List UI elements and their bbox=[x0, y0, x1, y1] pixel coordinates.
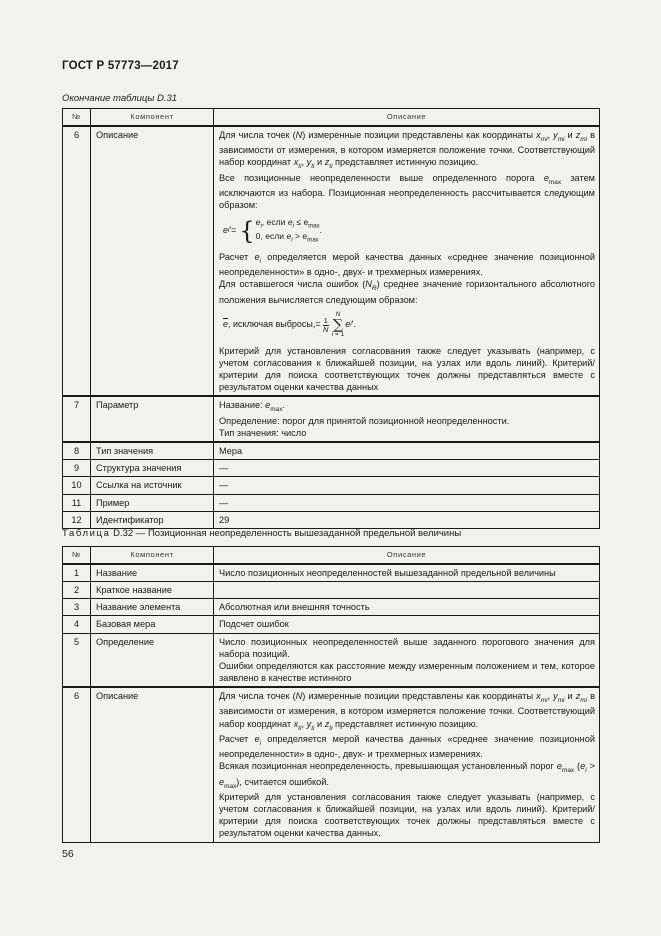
row-num: 5 bbox=[63, 633, 91, 687]
row-component: Структура значения bbox=[91, 460, 214, 477]
table-row bbox=[63, 564, 600, 582]
paragraph: Определение: порог для принятой позиционной неопределенности. bbox=[219, 415, 510, 426]
header-description: Описание bbox=[214, 547, 600, 565]
paragraph: Ошибки определяются как расстояние между измеренным положением и тем, которое заявлено в качестве истинного bbox=[219, 660, 595, 683]
page-number: 56 bbox=[62, 848, 74, 860]
row-component: Ссылка на источник bbox=[91, 477, 214, 494]
table1-caption: Окончание таблицы D.31 bbox=[62, 93, 178, 104]
row-num: 6 bbox=[63, 126, 91, 396]
row-component: Краткое название bbox=[91, 582, 214, 599]
table-row bbox=[63, 599, 600, 616]
table-row bbox=[63, 442, 600, 460]
header-component: Компонент bbox=[91, 109, 214, 127]
paragraph: Расчет $e_i$ определяется мерой качества данных «среднее значение позиционной неопределенности» в одно-, двух- и трехмерных измерениях. bbox=[219, 252, 595, 278]
row-component: Идентификатор bbox=[91, 511, 214, 528]
table-header-row bbox=[63, 547, 600, 565]
paragraph: Для числа точек (N) измеренные позиции представлены как координаты $x_{mi}$, $y_{mi}$ и $z_{mi}$ в зависимости от измерения, в котором измеряется положение точки. Соответствующий набор координат $x_{ti}$, $y_{ti}$ и $z_{ti}$ представляет истинную позицию. bbox=[219, 130, 595, 171]
table-d31-end bbox=[62, 108, 600, 529]
paragraph: Число позиционных неопределенностей выше заданного порогового значения для набора позиций. bbox=[219, 636, 595, 659]
paragraph: Все позиционные неопределенности выше определенного порога $e_{max}$ затем исключаются из набора. Позиционная неопределенность рассчитывается следующим образом: bbox=[219, 172, 595, 211]
row-component: Базовая мера bbox=[91, 616, 214, 633]
table-d32 bbox=[62, 546, 600, 843]
paragraph: Всякая позиционная неопределенность, превышающая установленный порог $e_{max}$ $(e_i > e_{max})$, считается ошибкой. bbox=[219, 761, 595, 790]
paragraph: Расчет $e_i$ определяется мерой качества данных «среднее значение позиционной неопределенности» в одно-, двух- и трехмерных измерениях. bbox=[219, 733, 595, 760]
document-code: ГОСТ Р 57773—2017 bbox=[62, 60, 179, 72]
paragraph: Для оставшегося числа ошибок $(N_R)$ среднее значение горизонтального абсолютного положения вычисляется следующим образом: bbox=[219, 279, 596, 305]
row-num: 3 bbox=[63, 599, 91, 616]
row-description: — bbox=[214, 494, 600, 511]
row-description bbox=[214, 633, 600, 687]
table-row bbox=[63, 494, 600, 511]
row-num: 10 bbox=[63, 477, 91, 494]
row-component: Тип значения bbox=[91, 442, 214, 460]
paragraph: Для числа точек (N) измеренные позиции представлены как координаты $x_{mi}$, $y_{mi}$ и $z_{mi}$ в зависимости от измерения, в котором измеряется положение точки. Соответствующий набор координат $x_{ti}$, $y_{ti}$ и $z_{ti}$ представляет истинную позицию. bbox=[219, 691, 595, 732]
header-num: № bbox=[63, 109, 91, 127]
paragraph: Критерий для установления согласования также следует указывать (например, с учетом согласования к ближайшей позиции, на узлах или вдоль линий). Критерий/критерии для поиска соответствующих точек должны представляться вместе с результатом оценки качества данных. bbox=[219, 791, 595, 839]
row-description: 29 bbox=[214, 511, 600, 528]
row-num: 7 bbox=[63, 396, 91, 442]
row-num: 6 bbox=[63, 687, 91, 842]
row-description bbox=[214, 687, 600, 842]
row-description: Абсолютная или внешняя точность bbox=[214, 599, 600, 616]
row-component: Описание bbox=[91, 687, 214, 842]
row-num: 8 bbox=[63, 442, 91, 460]
paragraph: Критерий для установления согласования также следует указывать (например, с учетом согласования к ближайшей позиции, на узлах или вдоль линий). Критерий/критерии для поиска соответствующих точек должны представляться вместе с результатом оценки качества данных bbox=[219, 345, 595, 393]
table-row bbox=[63, 582, 600, 599]
row-component: Определение bbox=[91, 633, 214, 687]
row-description: Мера bbox=[214, 442, 600, 460]
table-row bbox=[63, 126, 600, 396]
row-description: — bbox=[214, 460, 600, 477]
table-row bbox=[63, 477, 600, 494]
formula-mean: $\overline{e}$ , исключая выбросы, = $\frac{1}{N}$ N ∑ i = 1 e i ′ . bbox=[223, 310, 356, 339]
table-row bbox=[63, 511, 600, 528]
row-component: Описание bbox=[91, 126, 214, 396]
row-component: Пример bbox=[91, 494, 214, 511]
paragraph: Тип значения: число bbox=[219, 427, 307, 438]
row-description: Число позиционных неопределенностей вышезаданной предельной величины bbox=[214, 564, 600, 582]
row-description: — bbox=[214, 477, 600, 494]
row-description bbox=[214, 582, 600, 599]
table-row bbox=[63, 616, 600, 633]
header-component: Компонент bbox=[91, 547, 214, 565]
row-num: 1 bbox=[63, 564, 91, 582]
row-num: 12 bbox=[63, 511, 91, 528]
header-num: № bbox=[63, 547, 91, 565]
row-num: 4 bbox=[63, 616, 91, 633]
table-row bbox=[63, 460, 600, 477]
row-num: 2 bbox=[63, 582, 91, 599]
table-row bbox=[63, 687, 600, 842]
row-component: Параметр bbox=[91, 396, 214, 442]
row-component: Название элемента bbox=[91, 599, 214, 616]
formula-piecewise: e i ′ = { $e_i$, если $e_i \le e_{max}$ 0, если $e_i > e_{max}$ . bbox=[223, 217, 323, 246]
row-num: 9 bbox=[63, 460, 91, 477]
header-description: Описание bbox=[214, 109, 600, 127]
paragraph: Название: $e_{max}$. bbox=[219, 400, 286, 414]
row-description: Подсчет ошибок bbox=[214, 616, 600, 633]
row-component: Название bbox=[91, 564, 214, 582]
table-row bbox=[63, 633, 600, 687]
row-num: 11 bbox=[63, 494, 91, 511]
table-row bbox=[63, 396, 600, 442]
table2-caption: Таблица D.32 — Позиционная неопределенность вышезаданной предельной величины bbox=[62, 528, 462, 539]
table-header-row bbox=[63, 109, 600, 127]
row-description bbox=[214, 126, 600, 396]
row-description bbox=[214, 396, 600, 442]
